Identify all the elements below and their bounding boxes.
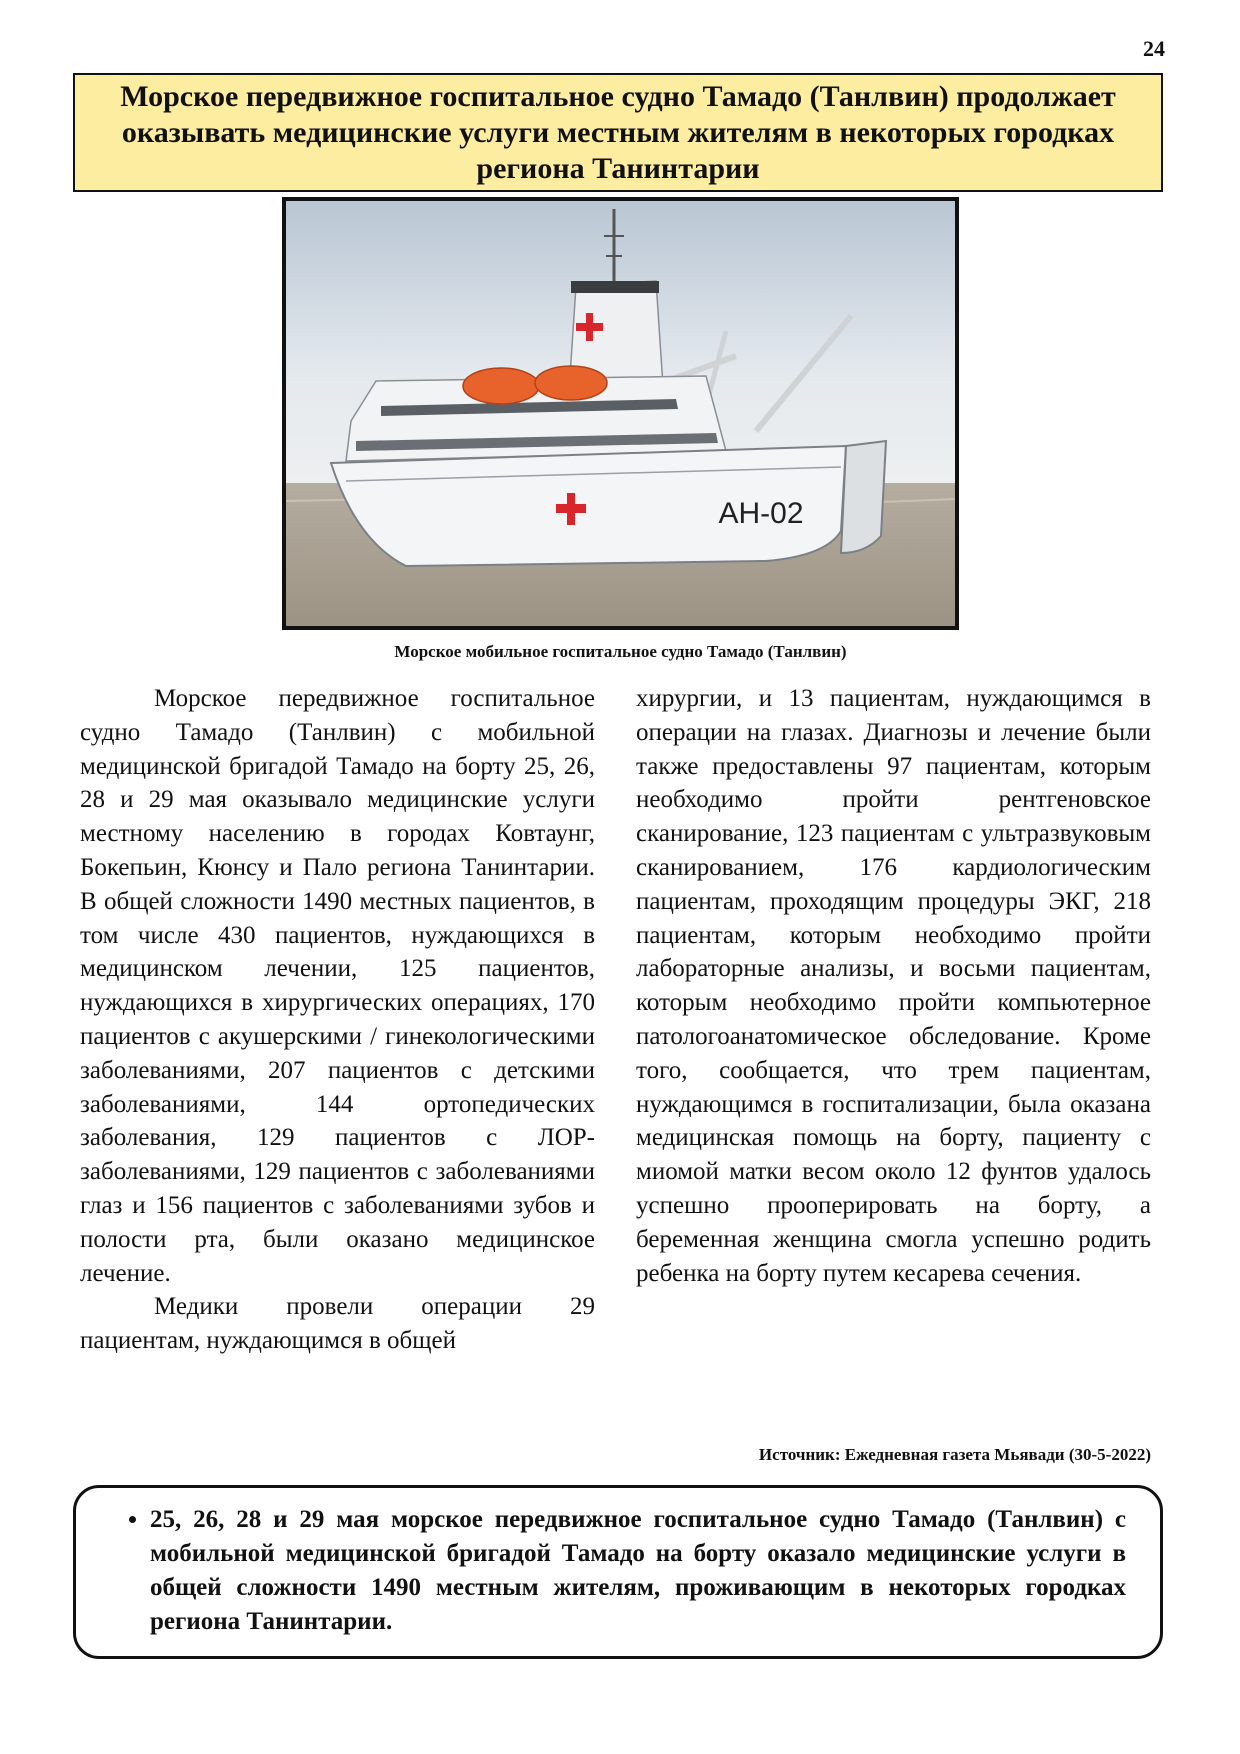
page-title: Морское передвижное госпитальное судно Тамадо (Танлвин) продолжает оказывать медицинские услуги местным жителям в некоторых городках региона Танинтарии <box>120 79 1116 185</box>
hull-marking: AH-02 <box>718 497 804 530</box>
photo-caption: Морское мобильное госпитальное судно Тамадо (Танлвин) <box>394 642 847 661</box>
ship-photo <box>282 197 959 630</box>
hospital-ship-illustration <box>286 201 955 626</box>
summary-bullet: • 25, 26, 28 и 29 мая морское передвижное госпитальное судно Тамадо (Танлвин) с мобильной медицинской бригадой Тамадо на борту оказало медицинские услуги в общей сложности 1490 местным жителям, проживающим в некоторых городках региона Танинтарии. <box>150 1503 1126 1639</box>
page-number: 24 <box>1143 36 1165 61</box>
lifeboat <box>463 368 539 404</box>
summary-box <box>73 1485 1163 1659</box>
article-paragraph-2-start: Медики провели операции 29 пациентам, нуждающимся в общей <box>80 1293 595 1355</box>
article-column-left <box>80 682 595 1462</box>
source-note: Источник: Ежедневная газета Мьявади (30-5-2022) <box>758 1445 1151 1464</box>
article-paragraph-2-continued: хирургии, и 13 пациентам, нуждающимся в операции на глазах. Диагнозы и лечение были также предоставлены 97 пациентам, которым необходимо пройти рентгеновское сканирование, 123 пациентам с ультразвуковым сканированием, 176 кардиологическим пациентам, проходящим процедуры ЭКГ, 218 пациентам, которым необходимо пройти лабораторные анализы, и восьми пациентам, которым необходимо пройти компьютерное патологоанатомическое обследование. Кроме того, сообщается, что трем пациентам, нуждающимся в госпитализации, была оказана медицинская помощь на борту, пациенту с миомой матки весом около 12 фунтов удалось успешно прооперировать на борту, а беременная женщина смогла успешно родить ребенка на борту путем кесарева сечения. <box>636 685 1151 1287</box>
article-paragraph: Морское передвижное госпитальное судно Тамадо (Танлвин) с мобильной медицинской бригадой Тамадо на борту 25, 26, 28 и 29 мая оказывало медицинские услуги местному населению в городах Ковтаунг, Бокепьин, Кюнсу и Пало региона Танинтарии. В общей сложности 1490 местных пациентов, в том числе 430 пациентов, нуждающихся в медицинском лечении, 125 пациентов, нуждающихся в хирургических операциях, 170 пациентов с акушерскими / гинекологическими заболеваниями, 207 пациентов с детскими заболеваниями, 144 ортопедических заболевания, 129 пациентов с ЛОР-заболеваниями, 129 пациентов с заболеваниями глаз и 156 пациентов с заболеваниями зубов и полости рта, были оказано медицинское лечение. <box>80 685 595 1287</box>
title-box <box>73 73 1163 192</box>
summary-list <box>128 1503 1126 1639</box>
lifeboat <box>535 366 607 400</box>
article-column-right <box>636 682 1151 1290</box>
